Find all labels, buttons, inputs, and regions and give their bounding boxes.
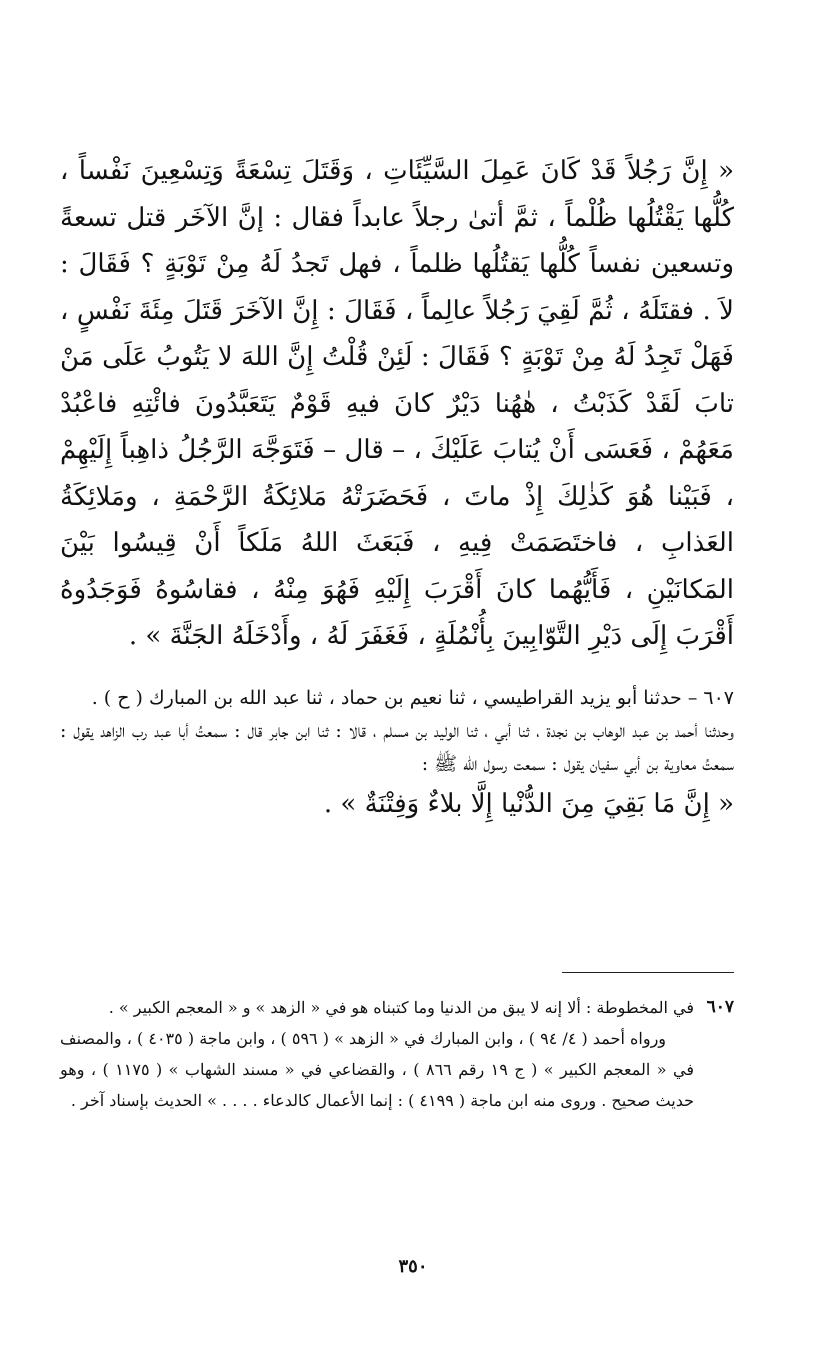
isnad-line-2: وحدثنا أحمد بن عبد الوهاب بن نجدة ، ثنا أبي ، ثنا الوليد بن مسلم ، قالا : ثنا ابن جابر قال : سمعتُ أبا عبد رب الزاهد يقول : سمعتُ معاوية بن أبي سفيان يقول : سمعت رسول الله ﷺ :: [60, 719, 734, 775]
page-number: ٣٥٠: [398, 1256, 428, 1277]
page-body: [60, 148, 734, 827]
footnote-number: ٦٠٧: [706, 997, 734, 1017]
footnote-text-1: في المخطوطة : ألا إنه لا يبق من الدنيا وما كتبناه هو في « الزهد » و « المعجم الكبير » .: [108, 998, 694, 1017]
footnote-body: [60, 992, 694, 1116]
hadith-quote: « إِنَّ مَا بَقِيَ مِنَ الدُّنْيا إِلَّا بلاءٌ وَفِتْنَةٌ » .: [323, 788, 734, 819]
hadith-text-main: « إِنَّ رَجُلاً قَدْ كَانَ عَمِلَ السَّيِّئَاتِ ، وَقَتَلَ تِسْعَةً وَتِسْعِينَ نَفْساً ، كُلُّها يَقْتُلُها ظُلْماً ، ثمَّ أتىٰ رجلاً عابداً فقال : إنَّ الآخَر قتل تسعةً وتسعين نفساً كُلُّها يَقتُلُها ظلماً ، فهل تَجدُ لَهُ مِنْ تَوْبَةٍ ؟ فَقَالَ : لاَ . فقتَلَهُ ، ثُمَّ لَقِيَ رَجُلاً عالِماً ، فَقَالَ : إِنَّ الآخَرَ قَتَلَ مِئَةَ نَفْسٍ ، فَهَلْ تَجِدُ لَهُ مِنْ تَوْبَةٍ ؟ فَقَالَ : لَئِنْ قُلْتُ إِنَّ اللهَ لا يَتُوبُ عَلَى مَنْ تابَ لَقَدْ كَذَبْتُ ، هٰهُنا دَيْرٌ كانَ فيهِ قَوْمٌ يَتَعَبَّدُونَ فائْتِهِ فاعْبُدْ مَعَهُمْ ، فَعَسَى أَنْ يُتابَ عَلَيْكَ ، – قال – فَتَوَجَّهَ الرَّجُلُ ذاهِباً إِلَيْهِمْ ، فَبَيْنا هُوَ كَذٰلِكَ إِذْ ماتَ ، فَحَضَرَتْهُ مَلائِكَةُ الرَّحْمَةِ ، ومَلائِكَةُ العَذابِ ، فاختَصَمَتْ فِيهِ ، فَبَعَثَ اللهُ مَلَكاً أَنْ قِيسُوا بَيْنَ المَكانَيْنِ ، فَأَيُّهُما كانَ أَقْرَبَ إِلَيْهِ فَهُوَ مِنْهُ ، فقاسُوهُ فَوَجَدُوهُ أَقْرَبَ إِلَى دَيْرِ التَّوّابِينَ بِأُنْمُلَةٍ ، فَغَفَرَ لَهُ ، وأَدْخَلَهُ الجَنَّةَ » .: [60, 156, 735, 651]
isnad-line-1: ٦٠٧ – حدثنا أبو يزيد القراطيسي ، ثنا نعيم بن حماد ، ثنا عبد الله بن المبارك ( ح ) .: [91, 686, 734, 709]
footnote-divider: [562, 972, 734, 973]
footnote-607: [60, 992, 734, 1116]
footnote-text-2: ورواه أحمد ( ٤/ ٩٤ ) ، وابن المبارك في « الزهد » ( ٥٩٦ ) ، وابن ماجة ( ٤٠٣٥ ) ، والمصنف في « المعجم الكبير » ( ج ١٩ رقم ٨٦٦ ) ، والقضاعي في « مسند الشهاب » ( ١١٧٥ ) ، وهو حديث صحيح . وروى منه ابن ماجة ( ٤١٩٩ ) : إنما الأعمال كالدعاء . . . . » الحديث بإسناد آخر .: [60, 1029, 695, 1110]
hadith-607: [60, 682, 734, 827]
footnotes: [60, 992, 734, 1116]
